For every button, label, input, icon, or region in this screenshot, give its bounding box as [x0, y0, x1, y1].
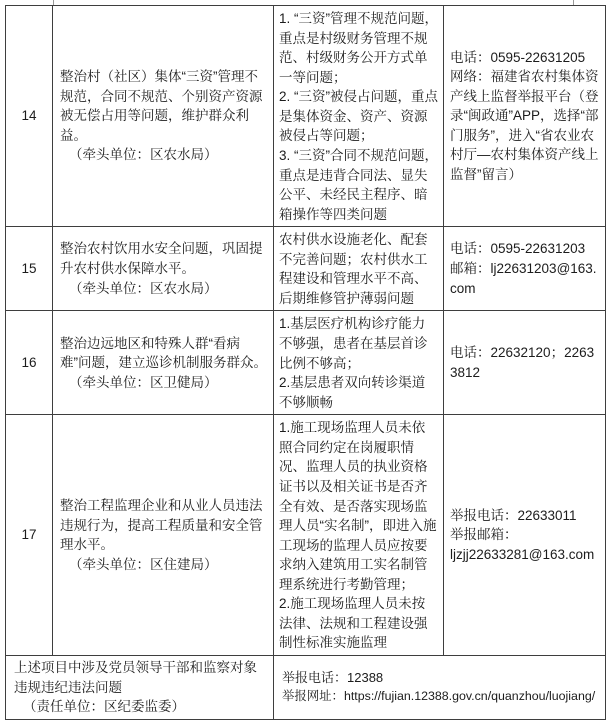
lead-unit-text: （牵头单位：区卫健局）: [69, 374, 218, 390]
contact-cell: [444, 227, 606, 311]
project-item-text: 整治工程监理企业和从业人员违法违规行为，提高工程质量和安全管理水平。: [60, 498, 263, 553]
contact-phone-line: 电话：0595-22631203: [450, 241, 586, 257]
problem-item: 1.基层医疗机构诊疗能力不够强，患者在基层首诊比例不够高；: [279, 316, 428, 371]
lead-unit-text: （牵头单位：区住建局）: [69, 556, 218, 572]
contact-phone-line: 举报电话：22633011: [450, 507, 577, 523]
problem-item: 2. “三资”被侵占问题，重点是集体资金、资产、资源被侵占等问题；: [279, 89, 439, 144]
contact-cell: [444, 6, 606, 227]
table-row-15: [6, 227, 606, 311]
contact-phone-line: 电话：0595-22631205: [450, 49, 586, 65]
project-item-text: 整治村（社区）集体“三资”管理不规范，合同不规范、个别资产资源被无偿占用等问题，维护群众利益。: [60, 69, 263, 143]
problem-item: 2.基层患者双向转诊渠道不够顺畅: [279, 375, 426, 410]
contact-cell: [444, 415, 606, 656]
problem-item: 2.施工现场监理人员未按法律、法规和工程建设强制性标准实施监理: [279, 596, 428, 651]
lead-unit-text: （牵头单位：区农水局）: [69, 280, 218, 296]
table-row-17: [6, 415, 606, 656]
row-number: 15: [6, 227, 53, 311]
lead-unit-text: （牵头单位：区农水局）: [69, 147, 218, 163]
contact-web-line: 网络：福建省农村集体资产线上监督举报平台（登录“闽政通”APP，选择“部门服务”，进入“省农业农村厅—农村集体资产线上监督”留言）: [450, 69, 599, 182]
footer-left-text: 上述项目中涉及党员领导干部和监察对象违规违纪违法问题: [14, 660, 257, 695]
contact-email-line: 邮箱：lj22631203@163.com: [450, 261, 597, 296]
report-url-line: 举报网址：https://fujian.12388.gov.cn/quanzhou/luojiang/: [282, 688, 596, 703]
contact-cell: [444, 311, 606, 415]
problem-details-cell: [274, 6, 444, 227]
problem-details-cell: [274, 227, 444, 311]
footer-left-cell: [6, 656, 274, 720]
table-row-14: [6, 6, 606, 227]
row-number: 17: [6, 415, 53, 656]
problem-item: 1.施工现场监理人员未依照合同约定在岗履职情况、监理人员的执业资格证书以及相关证书是否齐全有效、是否落实现场监理人员“实名制”，即进入施工现场的监理人员应按要求纳入建筑用工实名制管理系统进行考勤管理；: [279, 420, 437, 592]
rectification-projects-table: [5, 5, 606, 720]
table-row-16: [6, 311, 606, 415]
problem-item: 1. “三资”管理不规范问题，重点是村级财务管理不规范、村级财务公开方式单一等问题；: [279, 11, 439, 85]
footer-right-cell: [274, 656, 606, 720]
problem-item: 3. “三资”合同不规范问题，重点是违背合同法、显失公平、未经民主程序、暗箱操作等四类问题: [279, 147, 439, 222]
problem-details-cell: [274, 415, 444, 656]
problem-details-cell: [274, 311, 444, 415]
row-number: 14: [6, 6, 53, 227]
project-item-cell: [53, 6, 274, 227]
contact-email-line: ljzjj22633281@163.com: [450, 546, 595, 562]
project-item-cell: [53, 415, 274, 656]
contact-phone-line: 电话：22632120；22633812: [450, 345, 595, 380]
problem-item: 农村供水设施老化、配套不完善问题；农村供水工程建设和管理水平不高、后期维修管护薄弱问题: [279, 232, 428, 306]
project-item-text: 整治农村饮用水安全问题，巩固提升农村供水保障水平。: [60, 241, 263, 277]
project-item-cell: [53, 311, 274, 415]
project-item-text: 整治边远地区和特殊人群“看病难”问题，建立巡诊机制服务群众。: [60, 335, 267, 371]
row-number: 16: [6, 311, 53, 415]
table-footer-row: [6, 656, 606, 720]
contact-email-label-line: 举报邮箱：: [450, 527, 518, 543]
project-item-cell: [53, 227, 274, 311]
responsible-unit-text: （责任单位：区纪委监委）: [23, 699, 185, 715]
report-phone-line: 举报电话：12388: [282, 669, 384, 685]
